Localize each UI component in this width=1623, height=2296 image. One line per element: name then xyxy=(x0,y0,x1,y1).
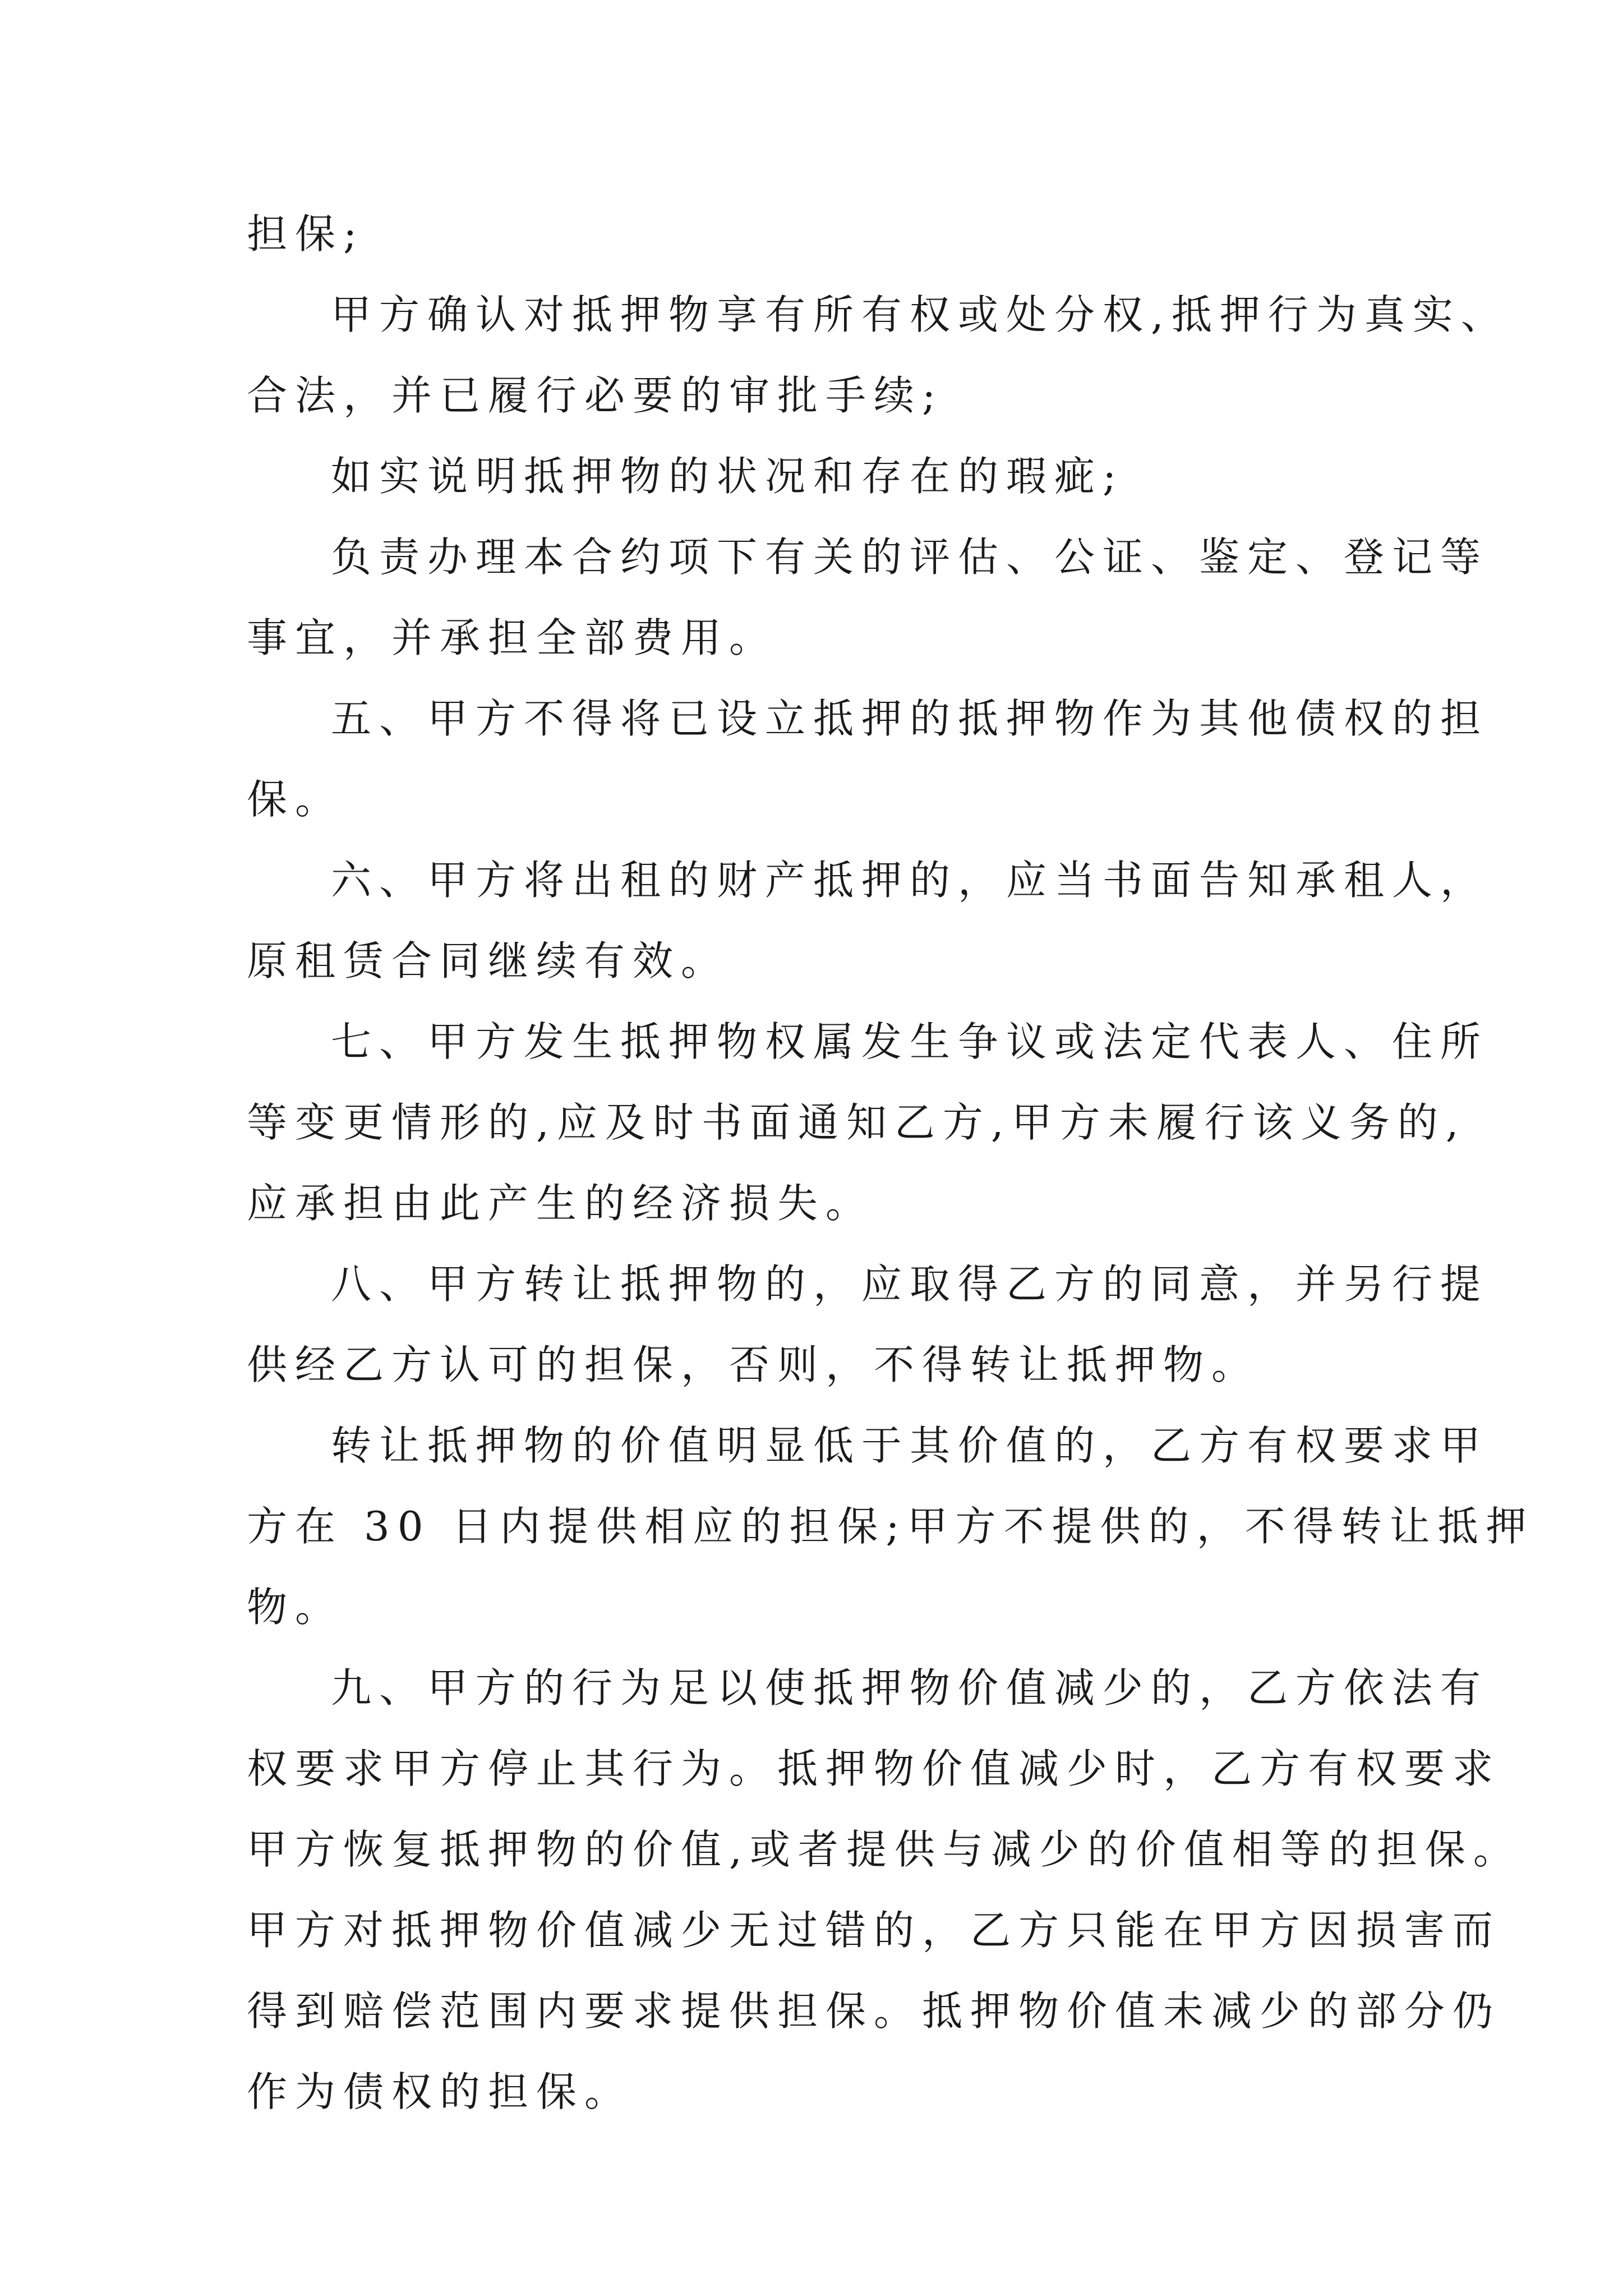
text-line: 甲方确认对抵押物享有所有权或处分权,抵押行为真实、 xyxy=(331,291,1509,338)
text-line: 六、甲方将出租的财产抵押的，应当书面告知承租人， xyxy=(331,857,1489,904)
text-line: 担保; xyxy=(247,210,365,257)
document-body xyxy=(247,194,1534,2132)
text-line: 九、甲方的行为足以使抵押物价值减少的，乙方依法有 xyxy=(331,1664,1489,1711)
text-line: 作为债权的担保。 xyxy=(247,2068,633,2115)
text-line: 等变更情形的,应及时书面通知乙方,甲方未履行该义务的, xyxy=(247,1099,1467,1146)
text-line: 保。 xyxy=(247,776,344,823)
text-line: 得到赔偿范围内要求提供担保。抵押物价值未减少的部分仍 xyxy=(247,1987,1501,2035)
text-line: 如实说明抵押物的状况和存在的瑕疵; xyxy=(331,453,1124,500)
text-line: 合法，并已履行必要的审批手续; xyxy=(247,372,944,419)
text-line: 负责办理本合约项下有关的评估、公证、鉴定、登记等 xyxy=(331,533,1489,581)
text-line: 五、甲方不得将已设立抵押的抵押物作为其他债权的担 xyxy=(331,695,1489,742)
text-line: 甲方恢复抵押物的价值,或者提供与减少的价值相等的担保。 xyxy=(247,1826,1521,1873)
text-line: 原租赁合同继续有效。 xyxy=(247,937,730,984)
text-line: 方在 30 日内提供相应的担保;甲方不提供的，不得转让抵押 xyxy=(247,1503,1534,1550)
text-line: 物。 xyxy=(247,1584,344,1631)
text-line: 事宜，并承担全部费用。 xyxy=(247,614,778,661)
text-line: 权要求甲方停止其行为。抵押物价值减少时，乙方有权要求 xyxy=(247,1745,1501,1792)
text-line: 甲方对抵押物价值减少无过错的，乙方只能在甲方因损害而 xyxy=(247,1907,1501,1954)
text-line: 转让抵押物的价值明显低于其价值的，乙方有权要求甲 xyxy=(331,1422,1489,1469)
text-line: 供经乙方认可的担保，否则，不得转让抵押物。 xyxy=(247,1341,1260,1388)
text-line: 七、甲方发生抵押物权属发生争议或法定代表人、住所 xyxy=(331,1018,1489,1065)
text-line: 应承担由此产生的经济损失。 xyxy=(247,1180,874,1227)
text-line: 八、甲方转让抵押物的，应取得乙方的同意，并另行提 xyxy=(331,1260,1489,1308)
